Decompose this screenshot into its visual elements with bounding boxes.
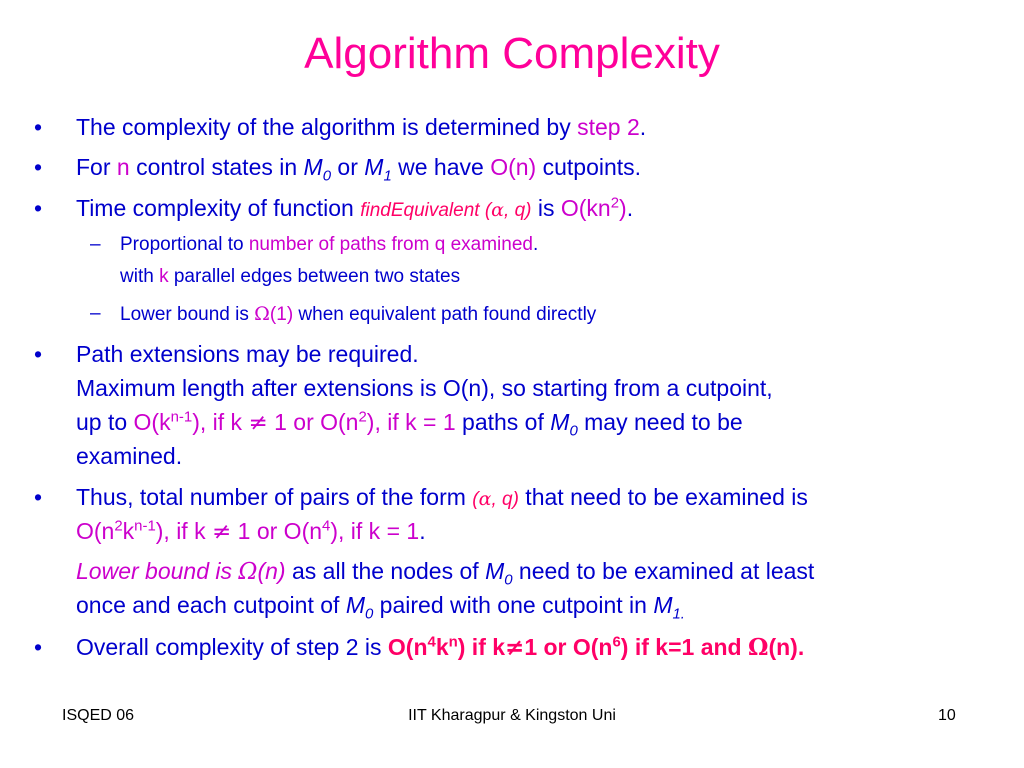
- bullet-4-line-4: examined.: [76, 443, 183, 469]
- bullet-6-symbol: •: [34, 634, 43, 660]
- sub-1-dash: –: [90, 234, 101, 255]
- footer-center: IIT Kharagpur & Kingston Uni: [408, 707, 616, 724]
- bullet-1-text: The complexity of the algorithm is determined by step 2.: [76, 114, 647, 140]
- bullet-4-line-3: up to $O(k^{n-1})$, if k ≠ 1 or $O(n^2)$, if k = 1 paths of $M_0$ may need to be: [76, 408, 743, 440]
- bullet-3-symbol: •: [34, 195, 43, 221]
- bullet-6-text: Overall complexity of step 2 is $O(n^4k^n)$ if k≠1 or $O(n^6)$ if k=1 and Ω(n).: [76, 633, 805, 661]
- bullet-4-line-1: Path extensions may be required.: [76, 341, 419, 367]
- bullet-2-text: For n control states in $M_0$ or $M_1$ we have O(n) cutpoints.: [76, 154, 642, 185]
- bullet-3-text: Time complexity of function findEquivalent (α, q) is $O(kn^2)$.: [76, 194, 634, 221]
- bullet-5-line-1: Thus, total number of pairs of the form (α, q) that need to be examined is: [76, 484, 808, 510]
- bullet-4-line-2: Maximum length after extensions is O(n), so starting from a cutpoint,: [76, 375, 773, 401]
- footer-left: ISQED 06: [62, 707, 135, 724]
- sub-1-line-2: with k parallel edges between two states: [120, 266, 461, 287]
- bullet-1-symbol: •: [34, 114, 43, 140]
- bullet-4-symbol: •: [34, 341, 43, 367]
- sub-2-text: Lower bound is Ω(1) when equivalent path found directly: [120, 303, 597, 325]
- bullet-5-para-line-2: once and each cutpoint of $M_0$ paired with one cutpoint in $M_{1.}$: [76, 592, 685, 623]
- slide-title: Algorithm Complexity: [304, 29, 720, 78]
- bullet-5-line-2: $O(n^2k^{n-1})$, if k ≠ 1 or $O(n^4)$, if k = 1.: [76, 517, 426, 545]
- footer-page-number: 10: [938, 707, 956, 724]
- bullet-2-symbol: •: [34, 154, 43, 180]
- sub-2-dash: –: [90, 303, 101, 324]
- bullet-5-symbol: •: [34, 484, 43, 510]
- bullet-5-para-line-1: Lower bound is Ω(n) as all the nodes of $M_0$ need to be examined at least: [76, 558, 815, 589]
- sub-1-line-1: Proportional to number of paths from q examined.: [120, 234, 539, 255]
